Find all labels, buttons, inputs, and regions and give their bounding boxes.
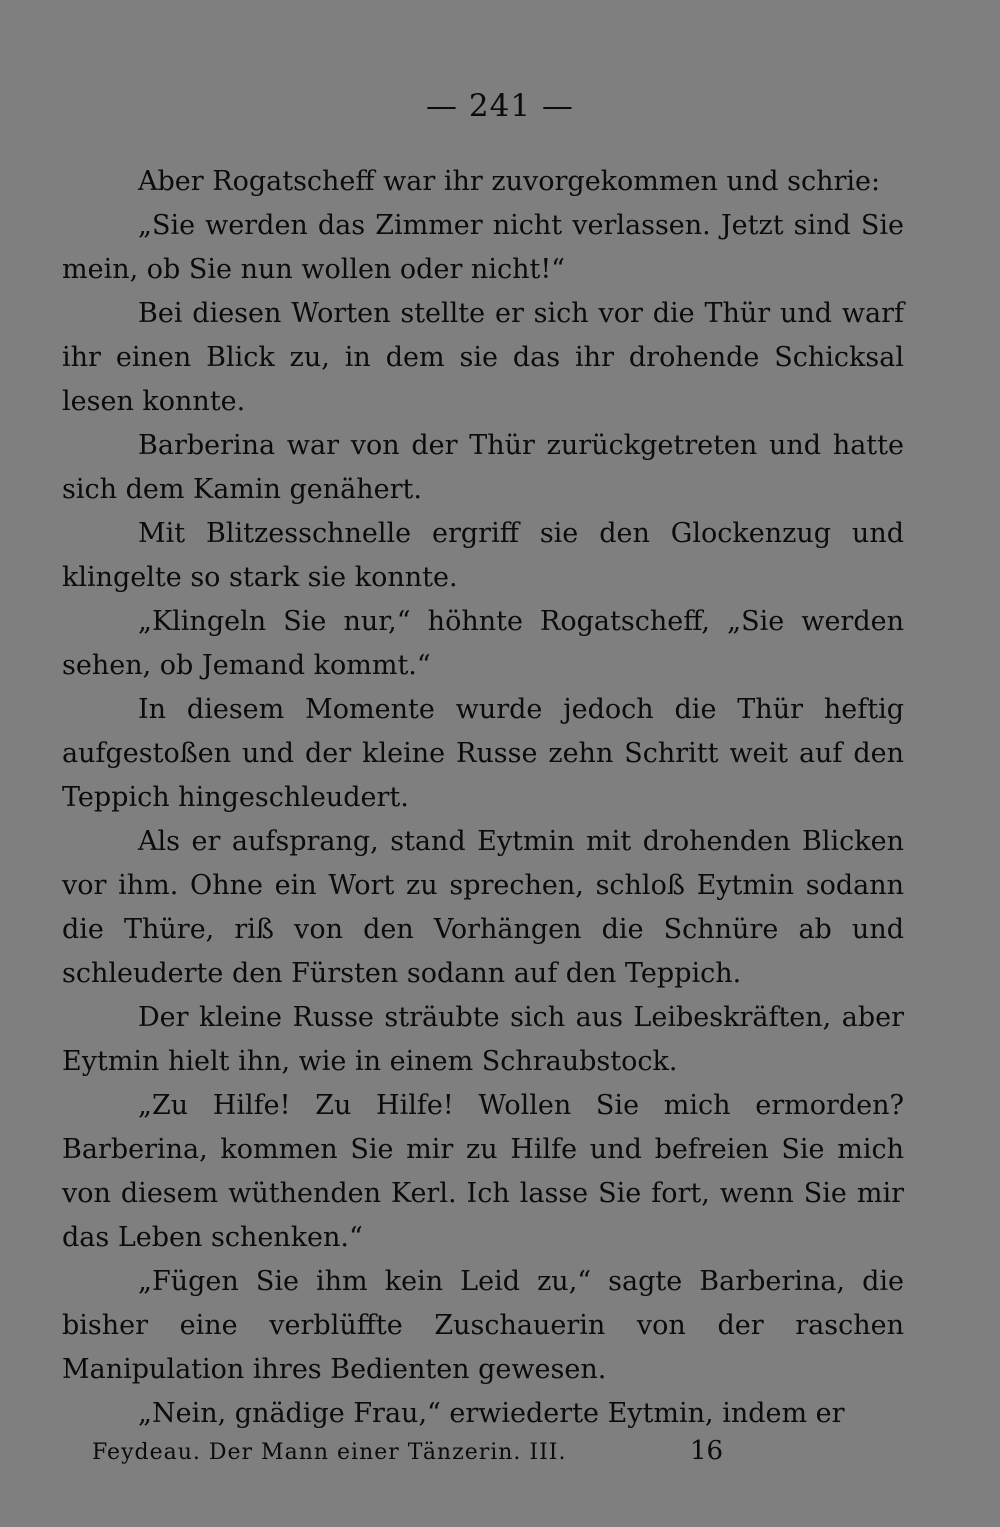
- paragraph: „Fügen Sie ihm kein Leid zu,“ sagte Barberina, die bisher eine verblüffte Zuschauerin von der raschen Manipulation ihres Bedienten gewesen.: [62, 1266, 904, 1385]
- footer-signature: Feydeau. Der Mann einer Tänzerin. III.: [92, 1440, 567, 1465]
- page-number: — 241 —: [426, 88, 574, 124]
- paragraph: Mit Blitzesschnelle ergriff sie den Glockenzug und klingelte so stark sie konnte.: [62, 518, 904, 593]
- paragraph: Bei diesen Worten stellte er sich vor die Thür und warf ihr einen Blick zu, in dem sie das ihr drohende Schicksal lesen konnte.: [62, 298, 904, 417]
- paragraph: „Zu Hilfe! Zu Hilfe! Wollen Sie mich ermorden? Barberina, kommen Sie mir zu Hilfe und befreien Sie mich von diesem wüthenden Kerl. Ich lasse Sie fort, wenn Sie mir das Leben schenken.“: [62, 1090, 904, 1253]
- body-text: [62, 160, 904, 1436]
- paragraph: Barberina war von der Thür zurückgetreten und hatte sich dem Kamin genähert.: [62, 430, 904, 505]
- paragraph: „Klingeln Sie nur,“ höhnte Rogatscheff, „Sie werden sehen, ob Jemand kommt.“: [62, 606, 904, 681]
- paragraph: „Nein, gnädige Frau,“ erwiederte Eytmin, indem er: [138, 1398, 845, 1429]
- paragraph: Als er aufsprang, stand Eytmin mit drohenden Blicken vor ihm. Ohne ein Wort zu sprechen, schloß Eytmin sodann die Thüre, riß von den Vorhängen die Schnüre ab und schleuderte den Fürsten sodann auf den Teppich.: [62, 826, 904, 989]
- footer-sheet-number: 16: [690, 1436, 724, 1466]
- paragraph: Der kleine Russe sträubte sich aus Leibeskräften, aber Eytmin hielt ihn, wie in einem Schraubstock.: [62, 1002, 904, 1077]
- paragraph: Aber Rogatscheff war ihr zuvorgekommen und schrie:: [138, 166, 881, 197]
- paragraph: In diesem Momente wurde jedoch die Thür heftig aufgestoßen und der kleine Russe zehn Schritt weit auf den Teppich hingeschleudert.: [62, 694, 904, 813]
- paragraph: „Sie werden das Zimmer nicht verlassen. Jetzt sind Sie mein, ob Sie nun wollen oder nicht!“: [62, 210, 904, 285]
